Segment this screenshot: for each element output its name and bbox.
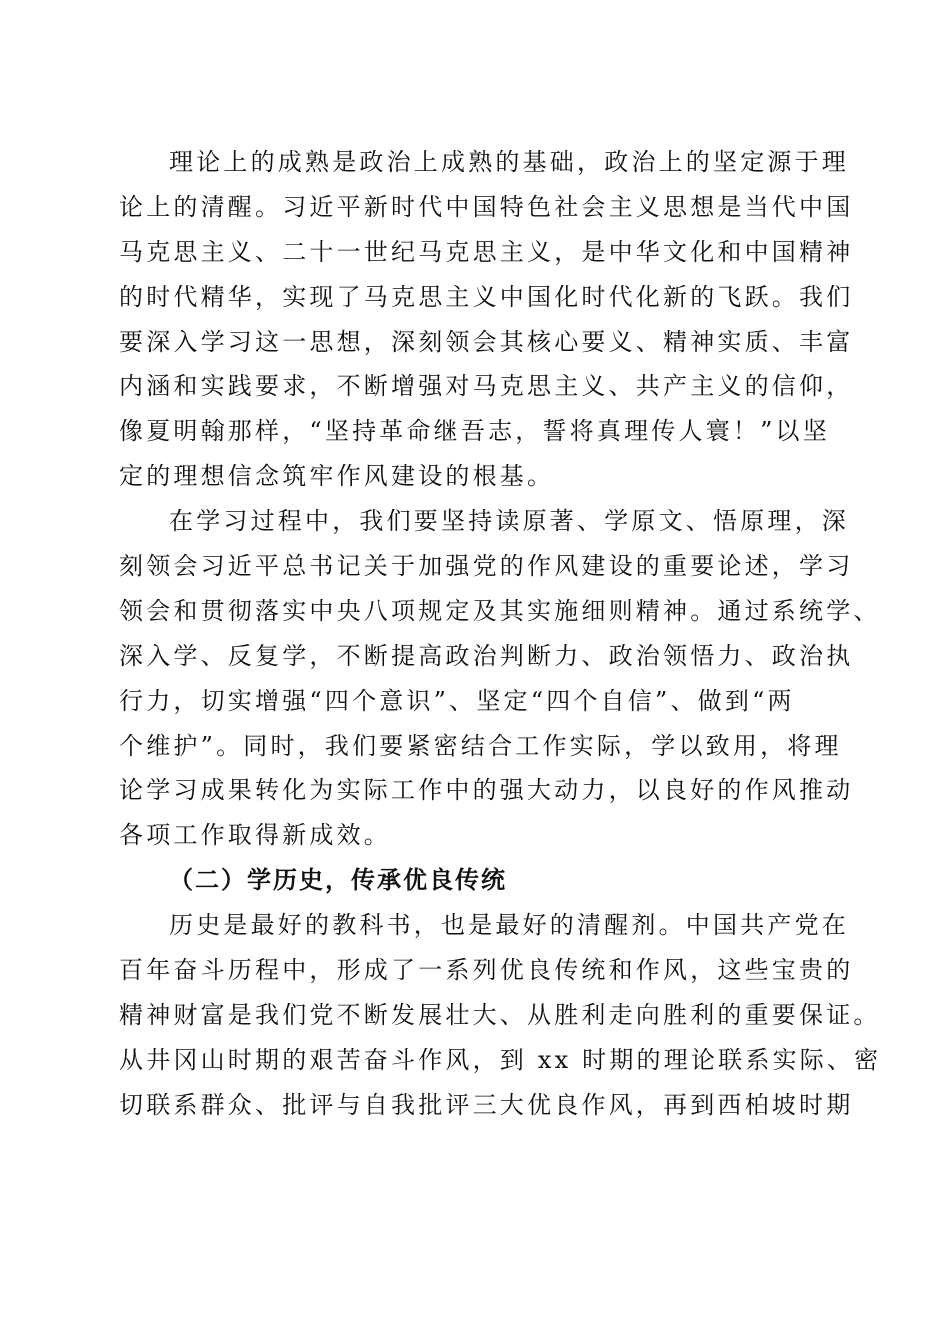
paragraph-line: 论学习成果转化为实际工作中的强大动力，以良好的作风推动 [119, 776, 854, 805]
section-heading: （二）学历史，传承优良传统 [169, 865, 507, 895]
paragraph-line: 历史是最好的教科书，也是最好的清醒剂。中国共产党在 [169, 911, 849, 940]
paragraph-line: 个维护”。同时，我们要紧密结合工作实际，学以致用，将理 [119, 731, 842, 760]
paragraph-line: 切联系群众、批评与自我批评三大优良作风，再到西柏坡时期 [119, 1090, 854, 1119]
paragraph-line: 像夏明翰那样，“坚持革命继吾志，誓将真理传人寰！”以坚 [119, 417, 830, 446]
paragraph-line: 马克思主义、二十一世纪马克思主义，是中华文化和中国精神 [119, 237, 854, 266]
paragraph-line: 深入学、反复学，不断提高政治判断力、政治领悟力、政治执 [119, 641, 854, 670]
paragraph-line: 精神财富是我们党不断发展壮大、从胜利走向胜利的重要保证。 [119, 1000, 881, 1029]
document-body [119, 140, 882, 1128]
paragraph-line: 从井冈山时期的艰苦奋斗作风，到 xx 时期的理论联系实际、密 [119, 1045, 882, 1074]
paragraph-line: 各项工作取得新成效。 [119, 821, 391, 850]
paragraph-line: 刻领会习近平总书记关于加强党的作风建设的重要论述，学习 [119, 552, 854, 581]
paragraph-line: 理论上的成熟是政治上成熟的基础，政治上的坚定源于理 [169, 148, 849, 176]
paragraph-line: 百年奋斗历程中，形成了一系列优良传统和作风，这些宝贵的 [119, 956, 854, 985]
paragraph-line: 定的理想信念筑牢作风建设的根基。 [119, 462, 555, 491]
paragraph-line: 在学习过程中，我们要坚持读原著、学原文、悟原理，深 [169, 507, 849, 536]
paragraph-line: 论上的清醒。习近平新时代中国特色社会主义思想是当代中国 [119, 192, 854, 221]
paragraph-line: 要深入学习这一思想，深刻领会其核心要义、精神实质、丰富 [119, 327, 854, 356]
paragraph-line: 行力，切实增强“四个意识”、坚定“四个自信”、做到“两 [119, 686, 795, 715]
paragraph-line: 的时代精华，实现了马克思主义中国化时代化新的飞跃。我们 [119, 282, 854, 311]
paragraph-line: 内涵和实践要求，不断增强对马克思主义、共产主义的信仰， [119, 372, 854, 401]
paragraph-line: 领会和贯彻落实中央八项规定及其实施细则精神。通过系统学、 [119, 596, 881, 625]
